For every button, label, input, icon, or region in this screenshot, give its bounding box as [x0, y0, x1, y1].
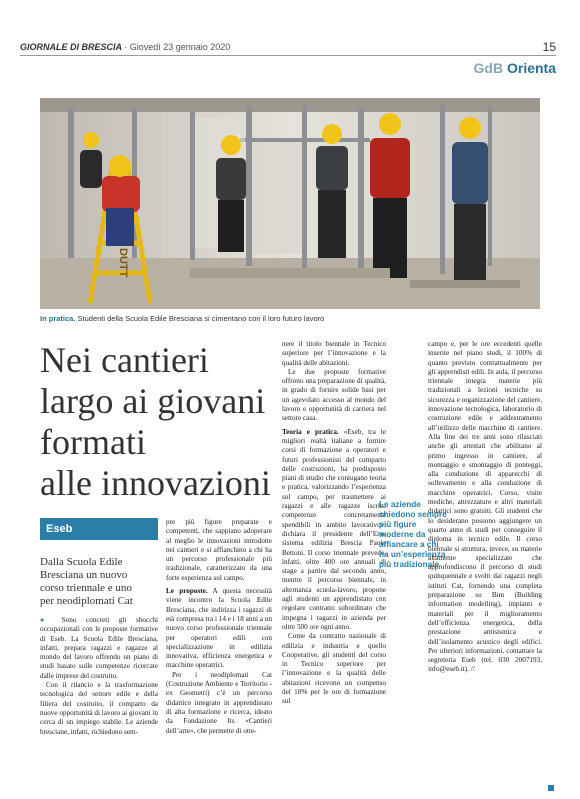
pull-quote-line-6: ha un’esperienza [379, 550, 446, 559]
issue-date: Giovedì 23 gennaio 2020 [129, 42, 231, 52]
col3-paragraph-1: nere il titolo biennale in Tecnico superiore per l’innovazione e la qualità delle abitazioni. [282, 340, 386, 367]
page-number: 15 [542, 40, 556, 54]
pull-quote-line-5: affiancare a chi [379, 540, 439, 549]
headline-line-2: largo ai giovani [40, 381, 266, 421]
article-column-3 [282, 340, 386, 794]
col2-paragraph-2-text: A questa necessità viene incontro la Scuola Edile Bresciana, che indirizza i ragazzi di età compresa tra i 14 e i 18 anni a un nuovo corso professionale triennale per operatori edili con specializzazione in edilizia innovativa, efficienza energetica e macchine operatrici. [166, 587, 272, 670]
section-label [474, 60, 556, 76]
end-mark-icon [548, 785, 554, 791]
pull-quote-line-1: Le aziende [379, 500, 421, 509]
caption-lead: In pratica. [40, 314, 76, 323]
article-column-4 [428, 340, 542, 794]
caption-text: Studenti della Scuola Edile Bresciana si cimentano con il loro futuro lavoro [77, 314, 325, 323]
issue-date-sep: · [124, 42, 130, 52]
subhead-line-3: corso triennale e uno [40, 582, 132, 594]
pull-quote-line-4: moderne da [379, 530, 426, 539]
col3-paragraph-3-text: «Eseb, tra le migliori realtà italiane a fornire corsi di formazione a operatori e futuri professionisti del comparto delle costruzioni, ha predisposto piani di studio che coniugano teoria e pratica, valorizzando l’esperienza sul campo, per trasmettere ai ragazzi e alle ragazze iscritti competenze concretamente spendibili in ambito lavorativo», dichiara il presidente dell’Ente sistema edilizia Brescia Paolo Bettoni. Il corso triennale prevede, infatti, oltre 400 ore annuali di stage a partire dal secondo anno, mentre il percorso biennale, in alternanza scuola-lavoro, propone agli studenti un apprendistato con regolare contratto subordinato che impegna i ragazzi in azienda per oltre 500 ore ogni anno. [282, 427, 386, 631]
headline-line-4: alle innovazioni [40, 463, 271, 503]
col3-paragraph-2: Le due proposte formative offrono una preparazione di qualità, in grado di fornire solide basi per un agevolato accesso al mondo del lavoro e opportunità di carriera nel settore casa. [282, 367, 386, 423]
col3-paragraph-3-lead: Teoria e pratica. [282, 427, 339, 436]
subhead-line-1: Dalla Scuola Edile [40, 556, 123, 568]
pull-quote-line-3: più figure [379, 520, 417, 529]
col3-paragraph-4: Come da contratto nazionale di edilizia e industria e quello Cooperative, gli studenti del corso in Tecnico superiore per l’innovazione e la qualità delle abitazioni ricevono un compenso del 10% per le ore di formazione sul [282, 632, 386, 706]
bullet-icon: ● [40, 616, 62, 624]
col4-paragraph-1: campo e, per le ore eccedenti quelle inserite nel piano studi, il 100% di quanto previsto contrattualmente per gli apprendisti edili. In aula, il percorso triennale integra materie più tradizionali a lezioni tecniche su sicurezza e organizzazione del cantiere, innovazione tecnologica, laboratorio di costruzione edile e addestramento all’utilizzo delle macchine di cantiere. Alla fine dei tre anni sono rilasciati anche gli attestati che abilitano al primo ingresso in cantiere, al montaggio e smontaggio di ponteggi, alla conduzione di apparecchi di sollevamento e alla conduzione di macchine operatrici. Corso, visite mediche, attrezzature e altri materiali didattici sono gratuiti. Gli studenti che lo desiderano possono aggiungere un quarto anno di studi per conseguire il diploma in tecnico edile. Il corso biennale si struttura, invece, su materie altamente specializzate che approfondiscono il percorso di studi quinquennale e svolti dai ragazzi negli istituti Cat, fornendo una completa preparazione su Bim (Building information modelling), impianti e materiali per il miglioramento dell’efficienza energetica, della prestazione antisismica e dell’isolamento acustico degli edifici. Per ulteriori informazioni, contattare la segreteria Eseb (tel. 030 2007193, info@eseb.it). // [428, 340, 542, 674]
pull-quote-line-2: chiedono sempre [379, 510, 447, 519]
col1-paragraph-1-text: Sono concreti gli sbocchi occupazionali con le proposte formative di Eseb. La Scuola Edile Bresciana, infatti, prepara ragazzi e ragazze al mondo del lavoro offrendo un piano di studi basato sulle competenze ricercate dalle imprese del costruito. [40, 616, 158, 680]
col1-paragraph-1 [40, 616, 158, 681]
photo-caption [40, 314, 540, 323]
workshop-scene-illustration [40, 98, 540, 309]
col2-paragraph-2-lead: Le proposte. [166, 587, 208, 596]
col1-paragraph-2: Con il rilancio e la trasformazione tecnologica del settore edile e della filiera del costruito, il comparto da nuove opportunità di lavoro ai giovani in cerca di un impiego stabile. Le aziende bresciane, infatti, richiedono sem- [40, 681, 158, 736]
newspaper-name: GIORNALE DI BRESCIA [20, 42, 122, 52]
col2-paragraph-2 [166, 587, 272, 671]
section-name: Orienta [506, 60, 556, 76]
article-column-1 [40, 616, 158, 794]
article-photo [40, 98, 540, 309]
col3-paragraph-3 [282, 428, 386, 633]
subhead-line-4: per neodiplomati Cat [40, 595, 133, 607]
pull-quote-line-7: più tradizionale [379, 560, 440, 569]
section-brand: GdB [473, 60, 504, 76]
subheadline [40, 556, 160, 608]
headline-line-1: Nei cantieri [40, 340, 209, 380]
headline [40, 340, 270, 504]
ladder-text: DUTT [117, 248, 129, 278]
col2-paragraph-3: Per i neodiplomati Cat (Costruzione Ambiente e Territorio - ex Geometri) c’è un percorso didattico integrato in apprendistato di alta formazione e ricerca, ideato da Fondazione Its «Cantieri dell’arte», che permette di otte- [166, 670, 272, 735]
article-column-2 [166, 518, 272, 794]
subhead-line-2: Bresciana un nuovo [40, 569, 128, 581]
masthead [20, 42, 230, 52]
header-rule [20, 55, 556, 56]
col2-paragraph-1: pre più figure preparate e competenti, che sappiano adoperare al meglio le innovazioni introdotte nei cantieri e si affianchino a chi ha un percorso professionale più tradizionale, caratterizzato da una forte esperienza sul campo. [166, 518, 272, 582]
headline-line-3: formati [40, 422, 146, 462]
kicker-label: Eseb [40, 518, 158, 540]
